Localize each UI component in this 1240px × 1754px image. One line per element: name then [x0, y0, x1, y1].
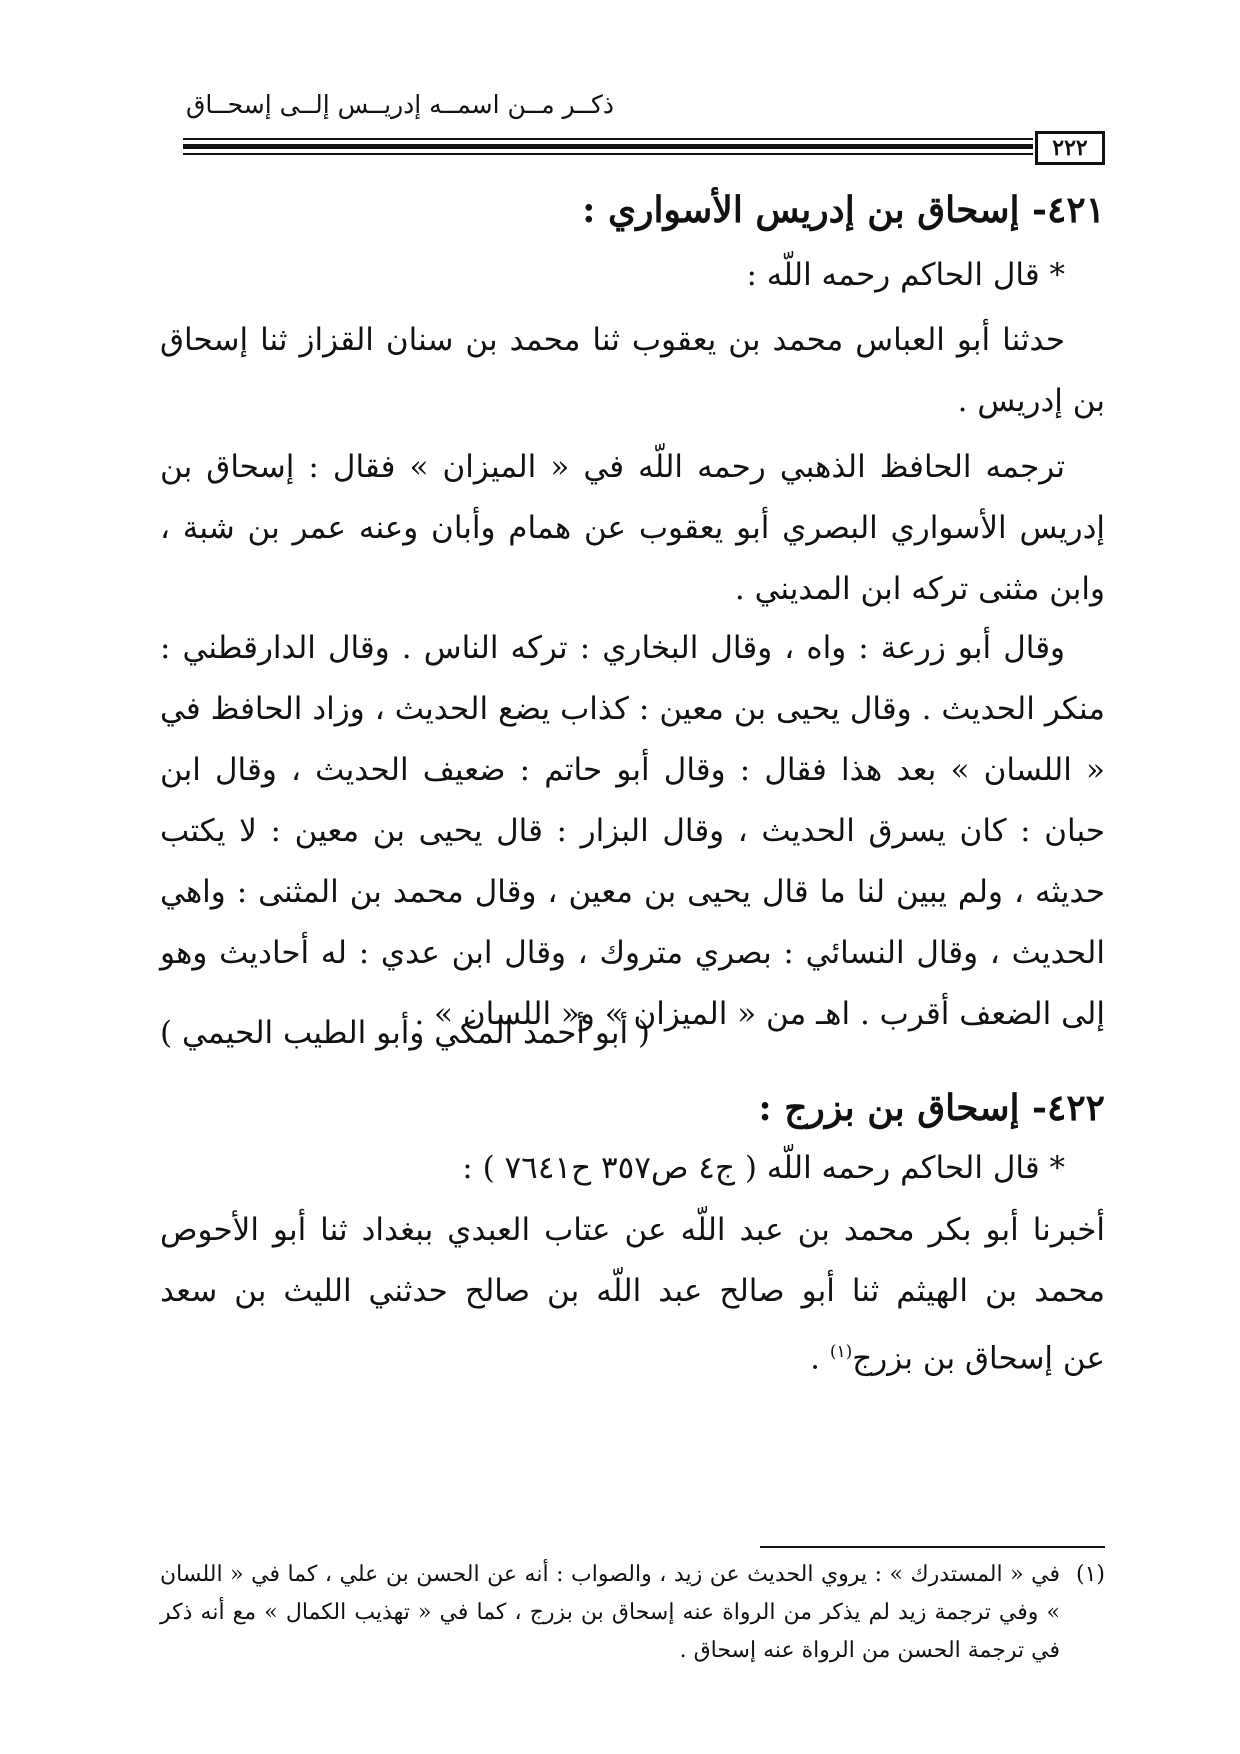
header-rule	[183, 138, 1033, 140]
entry-422-intro: * قال الحاكم رحمه اللّه ( ج٤ ص٣٥٧ ح٧٦٤١ ) :	[462, 1150, 1065, 1186]
entry-421-title: ٤٢١- إسحاق بن إدريس الأسواري :	[582, 189, 1105, 231]
entry-421-isnad: حدثنا أبو العباس محمد بن يعقوب ثنا محمد بن سنان القزاز ثنا إسحاق بن إدريس .	[160, 322, 1105, 419]
footnote-rule	[760, 1546, 1105, 1548]
footnote-1	[160, 1556, 1105, 1670]
header-rule	[183, 153, 1033, 155]
footnote-text: في « المستدرك » : يروي الحديث عن زيد ، والصواب : أنه عن الحسن بن علي ، كما في « اللسان » وفي ترجمة زيد لم يذكر من الرواة عنه إسحاق بن بزرج ، كما في « تهذيب الكمال » مع أنه ذكر في ترجمة الحسن من الرواة عنه إسحاق .	[160, 1562, 1060, 1663]
footnote-number: (١)	[1075, 1562, 1105, 1587]
entry-421-bracket-note: ( أبو أحمد المكي وأبو الطيب الحيمي )	[160, 1015, 651, 1051]
entry-421-intro: * قال الحاكم رحمه اللّه :	[746, 257, 1065, 293]
entry-422-title: ٤٢٢- إسحاق بن بزرج :	[758, 1087, 1105, 1129]
entry-421-paragraph-1: ترجمه الحافظ الذهبي رحمه اللّه في « الميزان » فقال : إسحاق بن إدريس الأسواري البصري أبو يعقوب عن همام وأبان وعنه عمر بن شبة ، وابن مثنى تركه ابن المديني .	[160, 449, 1105, 607]
header-rule-thick	[183, 144, 1033, 149]
isnad-last-line: عن إسحاق بن بزرج$^{(١)}$ .	[810, 1340, 1105, 1377]
entry-422-isnad: أخبرنا أبو بكر محمد بن عبد اللّه عن عتاب العبدي ببغداد ثنا أبو الأحوص محمد بن الهيثم ثنا أبو صالح عبد اللّه بن صالح حدثني الليث بن سعد عن إسحاق بن بزرج$^{(١)}$ .	[160, 1200, 1105, 1389]
running-header: ذكــر مــن اسمــه إدريــس إلــى إسحــاق	[185, 90, 615, 119]
page-number: ٢٢٢	[1035, 131, 1105, 165]
entry-421-paragraph-2: وقال أبو زرعة : واه ، وقال البخاري : تركه الناس . وقال الدارقطني : منكر الحديث . وقال يحيى بن معين : كذاب يضع الحديث ، وزاد الحافظ في « اللسان » بعد هذا فقال : وقال أبو حاتم : ضعيف الحديث ، وقال ابن حبان : كان يسرق الحديث ، وقال البزار : قال يحيى بن معين : لا يكتب حديثه ، ولم يبين لنا ما قال يحيى بن معين ، وقال محمد بن المثنى : واهي الحديث ، وقال النسائي : بصري متروك ، وقال ابن عدي : له أحاديث وهو إلى الضعف أقرب . اهـ من « الميزان » و« اللسان » .	[160, 630, 1105, 1032]
footnote-ref[interactable]: (١)	[829, 1342, 853, 1362]
